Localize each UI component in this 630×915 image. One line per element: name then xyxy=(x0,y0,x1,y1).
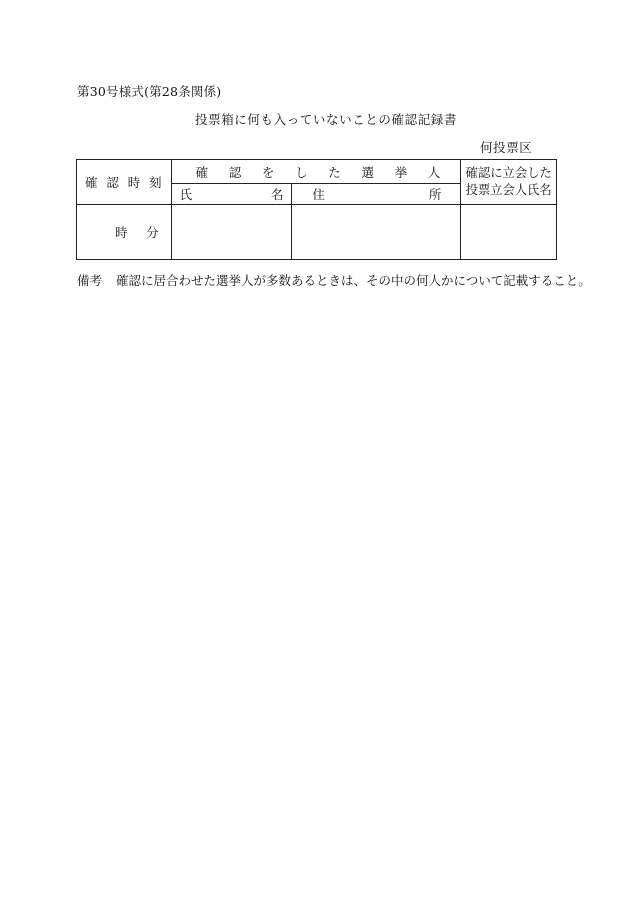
header-voter-char: 人 xyxy=(427,164,441,180)
document-title: 投票箱に何も入っていないことの確認記録書 xyxy=(195,112,458,127)
header-voter-char: 挙 xyxy=(394,164,408,180)
header-confirmation-time xyxy=(77,160,172,205)
header-name-char: 名 xyxy=(270,187,284,203)
witness-entry-cell[interactable] xyxy=(461,205,557,260)
header-name xyxy=(171,184,292,205)
form-number: 第30号様式(第28条関係) xyxy=(77,84,222,99)
header-time-char: 認 xyxy=(106,175,119,191)
remarks-text: 確認に居合わせた選挙人が多数あるときは、その中の何人かについて記載すること。 xyxy=(116,273,591,288)
header-name-char: 氏 xyxy=(179,187,193,203)
polling-district-label: 何投票区 xyxy=(480,140,533,155)
header-voter-char: 認 xyxy=(228,164,242,180)
remarks-label: 備考 xyxy=(77,273,103,288)
header-address-char: 所 xyxy=(428,187,442,203)
header-time-char: 時 xyxy=(127,175,141,191)
confirmation-record-table xyxy=(76,159,557,260)
entry-row xyxy=(77,205,557,260)
header-witness-line2: 投票立会人氏名 xyxy=(465,183,552,198)
header-voter-char: し xyxy=(295,164,308,180)
minute-unit-label: 分 xyxy=(146,225,159,241)
remarks-note xyxy=(77,271,591,289)
header-address-char: 住 xyxy=(312,187,325,203)
header-voter-char: 確 xyxy=(195,164,209,180)
header-voter-char: を xyxy=(261,164,275,180)
header-row-upper xyxy=(77,160,557,184)
header-witness-line1: 確認に立会した xyxy=(465,166,552,181)
header-confirming-voter xyxy=(171,160,461,184)
header-time-char: 刻 xyxy=(149,175,162,191)
time-entry-cell[interactable] xyxy=(77,205,172,260)
header-time-char: 確 xyxy=(85,175,98,191)
hour-unit-label: 時 xyxy=(115,225,128,241)
header-voter-char: 選 xyxy=(361,164,374,180)
name-entry-cell[interactable] xyxy=(171,205,292,260)
header-address xyxy=(292,184,461,205)
header-voter-char: た xyxy=(328,164,341,180)
address-entry-cell[interactable] xyxy=(292,205,461,260)
header-witness-name xyxy=(461,160,557,205)
